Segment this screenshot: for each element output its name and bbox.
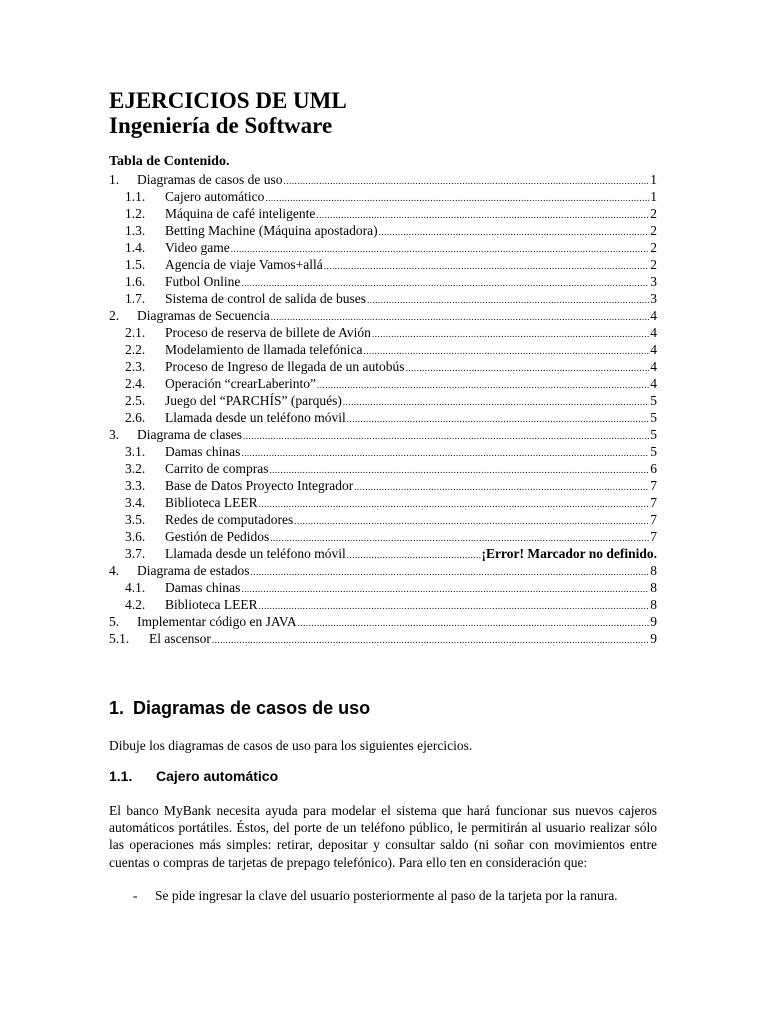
toc-entry-label: Redes de computadores — [165, 512, 294, 527]
toc-dot-leader — [265, 190, 649, 207]
toc-entry-error: ¡Error! Marcador no definido. — [481, 546, 657, 561]
toc-entry-label: Implementar código en JAVA — [137, 614, 297, 629]
toc-entry[interactable] — [109, 256, 657, 273]
toc-entry-number: 5. — [109, 614, 120, 629]
toc-entry-label: El ascensor — [149, 631, 211, 646]
toc-entry[interactable] — [109, 562, 657, 579]
toc-entry-page: 5 — [650, 427, 657, 442]
toc-dot-leader — [406, 360, 650, 377]
toc-entry-number: 2.6. — [125, 410, 146, 425]
toc-entry-page: 1 — [650, 172, 657, 187]
toc-entry[interactable] — [109, 222, 657, 239]
toc-entry-page: 2 — [650, 240, 657, 255]
toc-dot-leader — [317, 377, 649, 394]
toc-dot-leader — [354, 479, 649, 496]
toc-dot-leader — [283, 173, 649, 190]
toc-entry-page: 5 — [650, 444, 657, 459]
toc-entry[interactable] — [109, 307, 657, 324]
toc-entry-number: 1. — [109, 172, 120, 187]
toc-entry[interactable] — [109, 545, 657, 562]
toc-entry[interactable] — [109, 528, 657, 545]
toc-dot-leader — [367, 292, 649, 309]
toc-entry[interactable] — [109, 290, 657, 307]
toc-entry-label: Diagrama de clases — [137, 427, 242, 442]
toc-entry-page: 3 — [650, 274, 657, 289]
toc-entry-label: Damas chinas — [165, 444, 241, 459]
toc-entry-page: 2 — [650, 257, 657, 272]
toc-entry-label: Diagramas de casos de uso — [137, 172, 283, 187]
section-heading — [109, 697, 370, 719]
toc-entry-page: 7 — [650, 529, 657, 544]
toc-entry-number: 2.1. — [125, 325, 146, 340]
toc-entry-label: Máquina de café inteligente — [165, 206, 316, 221]
toc-entry[interactable] — [109, 409, 657, 426]
toc-entry-number: 3.4. — [125, 495, 146, 510]
section-number: 1. — [109, 698, 125, 718]
toc-entry-number: 3. — [109, 427, 120, 442]
toc-dot-leader — [259, 598, 650, 615]
toc-entry[interactable] — [109, 273, 657, 290]
subsection-heading — [109, 767, 278, 785]
toc-entry-page: 4 — [650, 308, 657, 323]
table-of-contents — [109, 171, 657, 647]
toc-dot-leader — [379, 224, 650, 241]
toc-entry-label: Cajero automático — [165, 189, 265, 204]
toc-entry-label: Sistema de control de salida de buses — [165, 291, 366, 306]
list-item-text: Se pide ingresar la clave del usuario posteriormente al paso de la tarjeta por la ranura. — [155, 888, 618, 903]
toc-entry[interactable] — [109, 171, 657, 188]
toc-entry-number: 3.1. — [125, 444, 146, 459]
toc-dot-leader — [243, 428, 649, 445]
toc-entry[interactable] — [109, 375, 657, 392]
toc-entry-page: 4 — [650, 325, 657, 340]
list-item — [109, 887, 657, 905]
toc-entry-label: Carrito de compras — [165, 461, 269, 476]
toc-dot-leader — [347, 411, 650, 428]
toc-entry-page: 9 — [650, 614, 657, 629]
toc-entry-label: Agencia de viaje Vamos+allá — [165, 257, 323, 272]
toc-entry-page: 5 — [650, 393, 657, 408]
toc-dot-leader — [364, 343, 650, 360]
toc-dot-leader — [298, 615, 650, 632]
toc-entry-number: 3.6. — [125, 529, 146, 544]
toc-entry[interactable] — [109, 494, 657, 511]
toc-entry-number: 1.5. — [125, 257, 146, 272]
toc-dot-leader — [241, 445, 649, 462]
toc-entry-label: Gestión de Pedidos — [165, 529, 270, 544]
toc-entry[interactable] — [109, 477, 657, 494]
toc-entry-label: Proceso de Ingreso de llegada de un autobús — [165, 359, 405, 374]
toc-entry-page: 2 — [650, 206, 657, 221]
toc-dot-leader — [294, 513, 649, 530]
toc-entry-label: Juego del “PARCHÍS” (parqués) — [165, 393, 342, 408]
toc-dot-leader — [250, 564, 649, 581]
toc-entry-label: Operación “crearLaberinto” — [165, 376, 317, 391]
toc-entry-number: 4. — [109, 563, 120, 578]
subsection-title: Cajero automático — [156, 768, 279, 784]
toc-entry-label: Biblioteca LEER — [165, 495, 258, 510]
toc-entry-number: 3.5. — [125, 512, 146, 527]
toc-entry[interactable] — [109, 392, 657, 409]
toc-entry-page: 1 — [650, 189, 657, 204]
toc-entry-number: 1.6. — [125, 274, 146, 289]
toc-entry-number: 5.1. — [109, 631, 130, 646]
toc-entry-page: 4 — [650, 359, 657, 374]
toc-heading: Tabla de Contenido. — [109, 154, 230, 169]
toc-entry[interactable] — [109, 579, 657, 596]
toc-entry-label: Modelamiento de llamada telefónica — [165, 342, 363, 357]
toc-entry-page: 5 — [650, 410, 657, 425]
toc-entry-number: 4.2. — [125, 597, 146, 612]
document-subtitle: Ingeniería de Software — [109, 113, 333, 138]
toc-dot-leader — [347, 547, 481, 564]
toc-entry-page: 8 — [650, 597, 657, 612]
toc-entry-number: 1.3. — [125, 223, 146, 238]
document-title: EJERCICIOS DE UML — [109, 88, 347, 113]
toc-entry-number: 3.2. — [125, 461, 146, 476]
toc-entry-number: 2.5. — [125, 393, 146, 408]
toc-entry[interactable] — [109, 324, 657, 341]
toc-entry-label: Futbol Online — [165, 274, 241, 289]
toc-entry[interactable] — [109, 596, 657, 613]
bullet-dash: - — [133, 888, 138, 903]
toc-entry[interactable] — [109, 205, 657, 222]
toc-entry-number: 4.1. — [125, 580, 146, 595]
toc-entry-number: 1.1. — [125, 189, 146, 204]
toc-entry[interactable] — [109, 443, 657, 460]
toc-dot-leader — [241, 581, 649, 598]
toc-entry-label: Llamada desde un teléfono móvil — [165, 546, 346, 561]
toc-entry-page: 4 — [650, 376, 657, 391]
toc-entry-page: 3 — [650, 291, 657, 306]
toc-dot-leader — [372, 326, 649, 343]
toc-entry-number: 1.2. — [125, 206, 146, 221]
toc-entry[interactable] — [109, 511, 657, 528]
toc-entry-number: 2. — [109, 308, 120, 323]
toc-entry-number: 2.3. — [125, 359, 146, 374]
toc-dot-leader — [212, 632, 649, 649]
toc-entry-page: 9 — [650, 631, 657, 646]
toc-entry-page: 4 — [650, 342, 657, 357]
section-title: Diagramas de casos de uso — [133, 698, 371, 718]
toc-entry-page: 2 — [650, 223, 657, 238]
section-intro: Dibuje los diagramas de casos de uso para los siguientes ejercicios. — [109, 738, 473, 753]
toc-entry[interactable] — [109, 460, 657, 477]
toc-entry-page: 8 — [650, 563, 657, 578]
toc-entry-number: 2.4. — [125, 376, 146, 391]
toc-entry[interactable] — [109, 426, 657, 443]
toc-entry-page: 7 — [650, 512, 657, 527]
toc-entry-number: 1.4. — [125, 240, 146, 255]
toc-entry[interactable] — [109, 188, 657, 205]
toc-entry-label: Diagrama de estados — [137, 563, 250, 578]
toc-entry[interactable] — [109, 630, 657, 647]
toc-entry-number: 1.7. — [125, 291, 146, 306]
subsection-paragraph: El banco MyBank necesita ayuda para modelar el sistema que hará funcionar sus nuevos cajeros automáticos portátiles. Éstos, del porte de un teléfono público, le permitirán al usuario realizar sólo las operaciones más simples: retirar, depositar y consultar saldo (ni soñar con movimientos entre cuentas o compras de tarjetas de prepago telefónico). Para ello ten en consideración que: — [109, 803, 657, 870]
toc-entry[interactable] — [109, 613, 657, 630]
toc-entry-label: Betting Machine (Máquina apostadora) — [165, 223, 378, 238]
toc-entry-page: 8 — [650, 580, 657, 595]
toc-entry-page: 6 — [650, 461, 657, 476]
toc-entry-label: Diagramas de Secuencia — [137, 308, 270, 323]
toc-entry-label: Base de Datos Proyecto Integrador — [165, 478, 354, 493]
toc-dot-leader — [259, 496, 650, 513]
toc-entry-page: 7 — [650, 495, 657, 510]
toc-entry-label: Proceso de reserva de billete de Avión — [165, 325, 371, 340]
toc-entry-label: Damas chinas — [165, 580, 241, 595]
toc-entry-label: Llamada desde un teléfono móvil — [165, 410, 346, 425]
toc-entry-page: 7 — [650, 478, 657, 493]
toc-entry-number: 3.3. — [125, 478, 146, 493]
toc-entry[interactable] — [109, 239, 657, 256]
subsection-number: 1.1. — [109, 768, 133, 784]
toc-dot-leader — [343, 394, 649, 411]
toc-entry[interactable] — [109, 358, 657, 375]
toc-dot-leader — [324, 258, 650, 275]
toc-entry-label: Video game — [165, 240, 230, 255]
toc-entry[interactable] — [109, 341, 657, 358]
toc-entry-label: Biblioteca LEER — [165, 597, 258, 612]
toc-entry-number: 2.2. — [125, 342, 146, 357]
toc-entry-number: 3.7. — [125, 546, 146, 561]
